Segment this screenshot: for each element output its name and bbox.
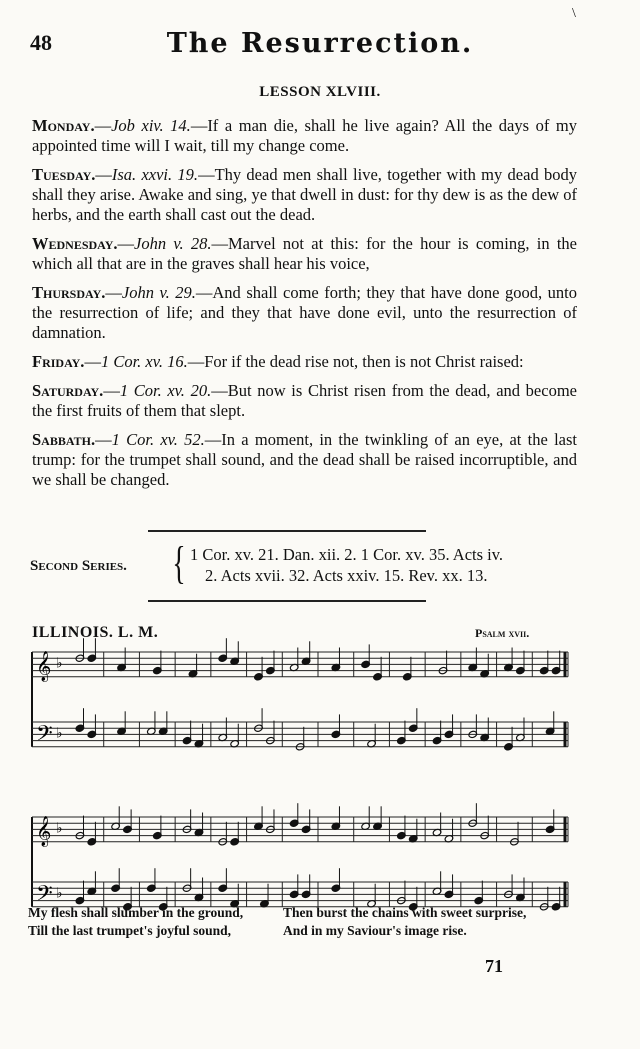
verse-text: —But now is Christ risen from the dead, and become the first fruits of them that slept. (32, 381, 577, 420)
scripture-ref: 1 Cor. xv. 20. (119, 381, 212, 400)
corner-mark: \ (572, 6, 576, 21)
lyric-line-2 (28, 922, 588, 940)
dash: — (94, 116, 112, 135)
bass-clef-icon: 𝄢 (36, 721, 53, 752)
verse-text: —For if the dead rise not, then is not Christ raised: (187, 352, 524, 371)
day-label: Wednesday. (32, 234, 118, 253)
lyric-2a: Till the last trumpet's joyful sound, (28, 923, 232, 938)
tune-title: ILLINOIS. L. M. (32, 624, 159, 641)
day-label: Saturday. (32, 381, 104, 400)
day-label: Thursday. (32, 283, 106, 302)
flat-icon: ♭ (56, 655, 63, 672)
dash: — (117, 234, 135, 253)
hymn-lyrics (28, 904, 588, 940)
staff-lines (32, 650, 568, 911)
second-series-line1: 1 Cor. xv. 21. Dan. xii. 2. 1 Cor. xv. 35. Acts iv. (190, 545, 504, 564)
lyric-2b: And in my Saviour's image rise. (283, 923, 467, 938)
scripture-ref: John v. 29. (121, 283, 196, 302)
scripture-ref: 1 Cor. xv. 16. (100, 352, 188, 371)
scripture-ref: Job xiv. 14. (111, 116, 191, 135)
dash: — (105, 283, 122, 302)
treble-clef-icon: 𝄞 (36, 816, 52, 847)
dash: — (103, 381, 120, 400)
signature-number: 71 (485, 956, 503, 976)
bass-clef-icon: 𝄢 (36, 881, 53, 912)
scripture-ref: John v. 28. (134, 234, 212, 253)
verse-text: —If a man die, shall he live again? All the days of my appointed time will I wait, till my change come. (32, 116, 577, 155)
second-series-line2: 2. Acts xvii. 32. Acts xxiv. 15. Rev. xx. 13. (205, 566, 488, 585)
day-label: Tuesday. (32, 165, 96, 184)
day-label: Monday. (32, 116, 95, 135)
dash: — (95, 430, 112, 449)
treble-clef-icon: 𝄞 (36, 651, 52, 682)
flat-icon: ♭ (56, 725, 63, 742)
verse-text: —Marvel not at this: for the hour is coming, in the which all that are in the graves shall hear his voice, (32, 234, 577, 273)
day-label: Friday. (32, 352, 85, 371)
lyric-line-1 (28, 904, 588, 922)
lyric-1a: My flesh shall slumber in the ground, (28, 905, 244, 920)
page-number: 48 (30, 30, 52, 55)
verse-text: —And shall come forth; they that have done good, unto the resurrection of life; and they that have done evil, unto the resurrection of damnation. (32, 283, 577, 342)
note-heads (75, 638, 561, 911)
scripture-ref: 1 Cor. xv. 52. (111, 430, 205, 449)
flat-icon: ♭ (56, 820, 63, 837)
brace-glyph: { (172, 537, 186, 588)
dash: — (84, 352, 101, 371)
second-series-label: Second Series. (30, 558, 127, 574)
running-title: The Resurrection. (166, 28, 474, 59)
scripture-ref: Isa. xxvi. 19. (111, 165, 199, 184)
psalm-reference: Psalm xvii. (475, 626, 530, 640)
lyric-1b: Then burst the chains with sweet surprise, (283, 905, 527, 920)
dash: — (95, 165, 112, 184)
flat-icon: ♭ (56, 885, 63, 902)
lesson-title: LESSON XLVIII. (259, 84, 381, 100)
verse-text: —Thy dead men shall live, together with my dead body shall they arise. Awake and sing, ye that dwell in dust: for thy dew is as the dew of herbs, and the earth shall cast out the dead. (32, 165, 577, 224)
day-label: Sabbath. (32, 430, 96, 449)
verse-text: —In a moment, in the twinkling of an eye, at the last trump: for the trumpet shall sound, and the dead shall be raised incorruptible, and we shall be changed. (32, 430, 577, 489)
